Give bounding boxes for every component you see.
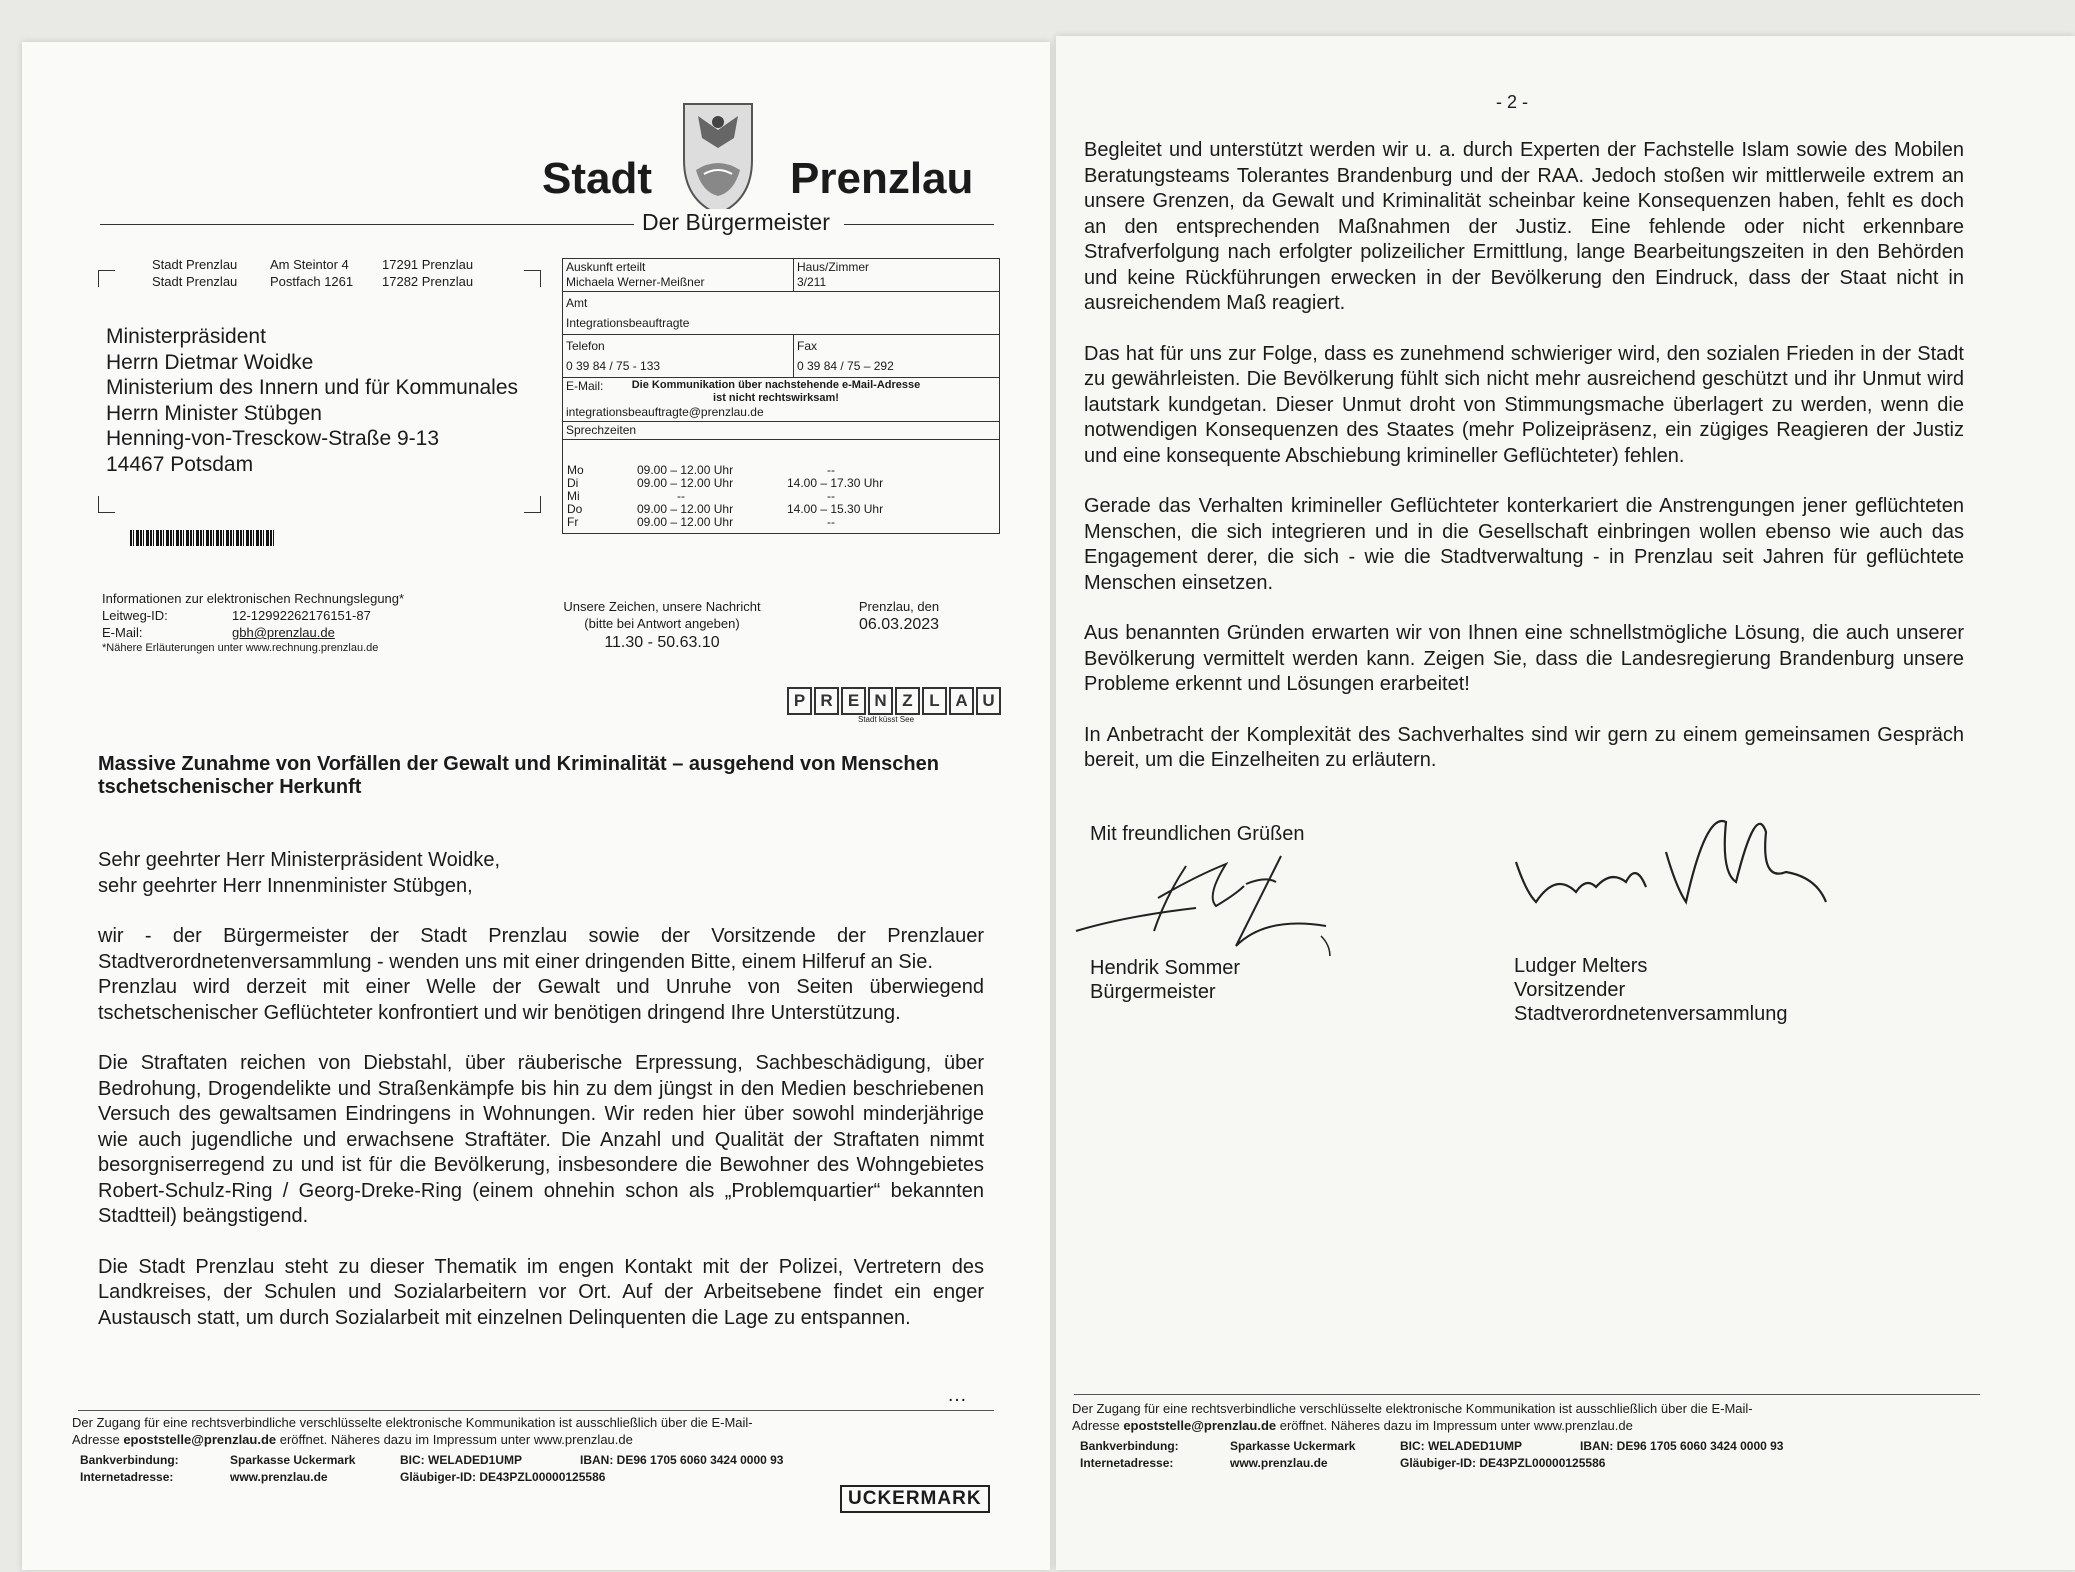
recipient-line: Herrn Minister Stübgen [106,401,322,425]
signatory-role: Vorsitzender [1514,979,1626,1001]
internet-label: Internetadresse: [80,1470,174,1484]
internet-value: www.prenzlau.de [230,1470,328,1484]
reference-value: 11.30 - 50.63.10 [604,634,720,651]
amt-value: Integrationsbeauftragte [566,316,690,330]
invoice-email-label: E-Mail: [102,625,143,640]
bank-label: Bankverbindung: [1080,1439,1179,1453]
body-paragraph: Aus benannten Gründen erwarten wir von Ihnen eine schnellstmögliche Lösung, die auch unserer Bevölkerung vermittelt werden kann. Zeigen Sie, dass die Landesregierung Brandenburg unsere Probleme erkennt und Lösungen erarbeitet! [1084,622,1964,695]
logo-letter: U [976,687,1001,715]
invoice-info-title: Informationen zur elektronischen Rechnungslegung* [102,591,405,606]
footer-email: epoststelle@prenzlau.de [1123,1418,1277,1433]
body-paragraph: Die Straftaten reichen von Diebstahl, über räuberische Erpressung, Sachbeschädigung, über Bedrohung, Drogendelikte und Straßenkämpfe bis hin zu dem jüngst in den Medien beschriebenen Versuch des gewaltsamen Eindringens in Wohnungen. Wir reden hier über sowohl minderjährige wie auch jugendliche und erwachsene Straftäter. Die Anzahl und Qualität der Straftaten nimmt besorgniserregend zu und ist für die Bevölkerung, insbesondere die Bewohner des Wohngebietes Robert-Schulz-Ring / Georg-Dreke-Ring (einem ohnehin schon als „Problemquartier“ bekannten Stadtteil) beängstigend. [98,1052,984,1227]
footer-notice [1072,1400,1972,1434]
hours-day: Di [567,476,579,490]
sender-city: 17282 Prenzlau [382,274,474,289]
bank-iban: IBAN: DE96 1705 6060 3424 0000 93 [580,1453,784,1467]
footer-email: epoststelle@prenzlau.de [123,1432,277,1447]
zimmer-label: Haus/Zimmer [797,260,870,274]
hours-pm: -- [827,489,835,503]
footer-notice [72,1414,972,1448]
coat-of-arms-logo [674,100,762,216]
footer-bank-info [1080,1438,1830,1472]
fax-label: Fax [797,339,818,353]
letter-body-page1 [98,848,984,1356]
bank-bic: BIC: WELADED1UMP [1400,1439,1522,1453]
hours-am: -- [677,489,685,503]
sender-line [152,273,512,290]
bank-bic: BIC: WELADED1UMP [400,1453,522,1467]
email-label: E-Mail: [566,379,604,393]
recipient-line: Henning-von-Tresckow-Straße 9-13 [106,427,440,450]
sender-name: Stadt Prenzlau [152,257,238,272]
closing-line: Mit freundlichen Grüßen [1090,823,1305,845]
logo-letter: L [922,687,947,715]
body-paragraph: Prenzlau wird derzeit mit einer Welle der Gewalt und Unruhe von Seiten überwiegend tschetschenischer Geflüchteter konfrontiert und wir benötigen dringend Ihre Unterstützung. [98,976,984,1024]
letter-page-2 [1056,36,2075,1570]
invoice-info-note: *Nähere Erläuterungen unter www.rechnung.prenzlau.de [102,642,379,654]
sender-street: Postfach 1261 [270,274,354,289]
body-paragraph: wir - der Bürgermeister der Stadt Prenzlau sowie der Vorsitzende der Prenzlauer Stadtverordnetenversammlung - wenden uns mit einer dringenden Bitte, einem Hilferuf an Sie. [98,925,984,973]
logo-letter: E [841,687,866,715]
salutation-line: Sehr geehrter Herr Ministerpräsident Woidke, [98,849,501,871]
info-row-email [563,378,999,422]
bank-name: Sparkasse Uckermark [230,1453,356,1467]
reference-block [557,598,767,654]
recipient-line: Ministerium des Innern und für Kommunales [106,376,519,399]
window-corner-mark [524,270,541,287]
footer-bank-info [80,1452,830,1486]
hours-am: 09.00 – 12.00 Uhr [637,502,734,516]
signatory-chairman [1514,954,1787,1026]
hours-pm: -- [827,463,835,477]
footer-text: eröffnet. Näheres dazu im Impressum unter www.prenzlau.de [1276,1418,1633,1433]
email-notice: Die Kommunikation über nachstehende e-Mail-Adresse ist nicht rechtswirksam! [631,379,921,404]
window-corner-mark [98,496,115,513]
leitweg-label: Leitweg-ID: [102,608,168,623]
email-address: integrationsbeauftragte@prenzlau.de [566,405,764,419]
logo-tagline: Stadt küsst See [858,715,915,724]
signatory-role: Bürgermeister [1090,981,1216,1003]
contact-info-box [562,258,1000,534]
date-value: 06.03.2023 [858,616,940,633]
fax-value: 0 39 84 / 75 – 292 [797,359,894,373]
hours-day: Fr [567,515,579,529]
signatory-name: Ludger Melters [1514,955,1648,977]
hours-am: 09.00 – 12.00 Uhr [637,476,734,490]
hours-pm: -- [827,515,835,529]
body-paragraph: In Anbetracht der Komplexität des Sachverhaltes sind wir gern zu einem gemeinsamen Gespräch bereit, um die Einzelheiten zu erläutern. [1084,723,1964,771]
hours-pm: 14.00 – 17.30 Uhr [787,476,884,490]
uckermark-logo: UCKERMARK [840,1485,990,1513]
prenzlau-brand-logo [787,687,1001,715]
telefon-value: 0 39 84 / 75 - 133 [566,359,661,373]
postal-barcode [130,530,274,546]
header-subtitle: Der Bürgermeister [634,209,838,236]
recipient-line: Ministerpräsident [106,325,266,348]
header-city-left: Stadt [542,154,652,203]
header-rule-right [844,224,994,225]
date-label: Prenzlau, den [858,599,940,614]
footer-rule [78,1410,994,1411]
reference-label: Unsere Zeichen, unsere Nachricht [563,599,761,614]
footer-notice-line: Der Zugang für eine rechtsverbindliche verschlüsselte elektronische Kommunikation ist ausschließlich über die E-Mail- [72,1415,753,1430]
header-city-right: Prenzlau [790,154,974,203]
info-row-amt [563,292,999,335]
logo-letter: N [868,687,893,715]
letter-subject: Massive Zunahme von Vorfällen der Gewalt und Kriminalität – ausgehend von Menschen tschetschenischer Herkunft [98,753,939,798]
signatory-name: Hendrik Sommer [1090,957,1241,979]
hours-day: Do [567,502,583,516]
reference-sublabel: (bitte bei Antwort angeben) [584,616,740,631]
window-corner-mark [98,270,115,287]
sender-street: Am Steintor 4 [270,257,349,272]
hours-am: 09.00 – 12.00 Uhr [637,463,734,477]
signatory-role: Stadtverordnetenversammlung [1514,1003,1788,1025]
footer-text: Adresse [1072,1418,1124,1433]
body-paragraph: Die Stadt Prenzlau steht zu dieser Thematik im engen Kontakt mit der Polizei, Vertretern des Landkreises, der Schulen und Sozialarbeitern vor Ort. Auf der Arbeitsebene findet ein enger Austausch statt, um durch Sozialarbeit mit einzelnen Delinquenten die Lage zu entspannen. [98,1255,984,1329]
leitweg-value: 12-12992262176151-87 [232,608,371,623]
bank-iban: IBAN: DE96 1705 6060 3424 0000 93 [1580,1439,1784,1453]
sender-address-block [152,256,512,290]
sender-name: Stadt Prenzlau [152,274,238,289]
sender-line [152,256,512,273]
signatory-mayor [1090,956,1240,1004]
logo-letter: A [949,687,974,715]
page-number: - 2 - [1496,92,1529,112]
recipient-line: 14467 Potsdam [106,452,254,476]
internet-label: Internetadresse: [1080,1456,1174,1470]
footer-notice-line [72,1431,972,1448]
glaeubiger-id: Gläubiger-ID: DE43PZL00000125586 [400,1470,606,1484]
header-rule-left [100,224,648,225]
info-row-auskunft [563,259,999,292]
hours-day: Mo [567,463,584,477]
bank-label: Bankverbindung: [80,1453,179,1467]
auskunft-label: Auskunft erteilt [566,260,646,274]
letter-body-page2 [1084,138,1964,799]
invoice-info-block [102,590,522,655]
footer-notice-line: Der Zugang für eine rechtsverbindliche verschlüsselte elektronische Kommunikation ist ausschließlich über die E-Mail- [1072,1401,1753,1416]
body-paragraph: Begleitet und unterstützt werden wir u. a. durch Experten der Fachstelle Islam sowie des Mobilen Beratungsteams Tolerantes Brandenburg und der RAA. Jedoch stoßen wir mittlerweile extrem an unsere Grenzen, da Gewalt und Kriminalität scheinbar keine Konsequenzen haben, fehlt es doch an den entsprechenden Maßnahmen der Justiz. Eine fehlende oder nicht erkennbare Strafverfolgung nach erfolgter polizeilicher Ermittlung, lange Bearbeitungszeiten in den Behörden und keine Rückführungen erwecken in der Bevölkerung den Eindruck, dass der Staat nicht in ausreichendem Maß reagiert. [1084,139,1964,314]
continuation-mark: … [947,1384,967,1406]
logo-letter: R [814,687,839,715]
office-hours-grid [563,462,999,533]
sprechzeiten-label: Sprechzeiten [563,422,999,440]
invoice-email-link[interactable]: gbh@prenzlau.de [232,625,335,640]
logo-letter: Z [895,687,920,715]
recipient-address [106,324,518,477]
footer-text: Adresse [72,1432,124,1447]
footer-notice-line [1072,1417,1972,1434]
bank-name: Sparkasse Uckermark [1230,1439,1356,1453]
amt-label: Amt [566,296,588,310]
salutation-line: sehr geehrter Herr Innenminister Stübgen, [98,874,473,897]
auskunft-value: Michaela Werner-Meißner [566,275,705,289]
info-row-sprechzeiten [563,422,999,533]
sender-city: 17291 Prenzlau [382,257,474,272]
body-paragraph: Das hat für uns zur Folge, dass es zunehmend schwieriger wird, den sozialen Frieden in der Stadt zu gewährleisten. Die Bevölkerung fühlt sich nicht mehr ausreichend geschützt und ihr Unmut wird lautstark kundgetan. Dieser Unmut droht von Stimmungsmache überlagert zu werden, wenn die notwendigen Konsequenzen des Staates (mehr Polizeipräsenz, ein zügiges Reagieren der Justiz und eine konsequente Abschiebung krimineller Geflüchteter) fehlen. [1084,342,1964,467]
hours-am: 09.00 – 12.00 Uhr [637,515,734,529]
date-block [844,598,954,635]
letter-page-1 [22,42,1050,1570]
footer-text: eröffnet. Näheres dazu im Impressum unter www.prenzlau.de [276,1432,633,1447]
footer-rule [1074,1394,1980,1395]
logo-letter: P [787,687,812,715]
hours-day: Mi [567,489,580,503]
signature-mayor [1066,836,1356,956]
internet-value: www.prenzlau.de [1230,1456,1328,1470]
signature-chairman [1496,792,1836,922]
zimmer-value: 3/211 [797,275,827,289]
hours-pm: 14.00 – 15.30 Uhr [787,502,884,516]
telefon-label: Telefon [566,339,605,353]
body-paragraph: Gerade das Verhalten krimineller Geflüchteter konterkariert die Anstrengungen jener geflüchteten Menschen, die sich integrieren und in die Gesellschaft einbringen wollen ebenso wie auch das Engagement derer, die sich - wie die Stadtverwaltung - in Prenzlau seit Jahren für geflüchtete Menschen einsetzen. [1084,495,1964,594]
window-corner-mark [524,496,541,513]
info-row-telefon [563,335,999,378]
glaeubiger-id: Gläubiger-ID: DE43PZL00000125586 [1400,1456,1606,1470]
recipient-line: Herrn Dietmar Woidke [106,350,314,374]
